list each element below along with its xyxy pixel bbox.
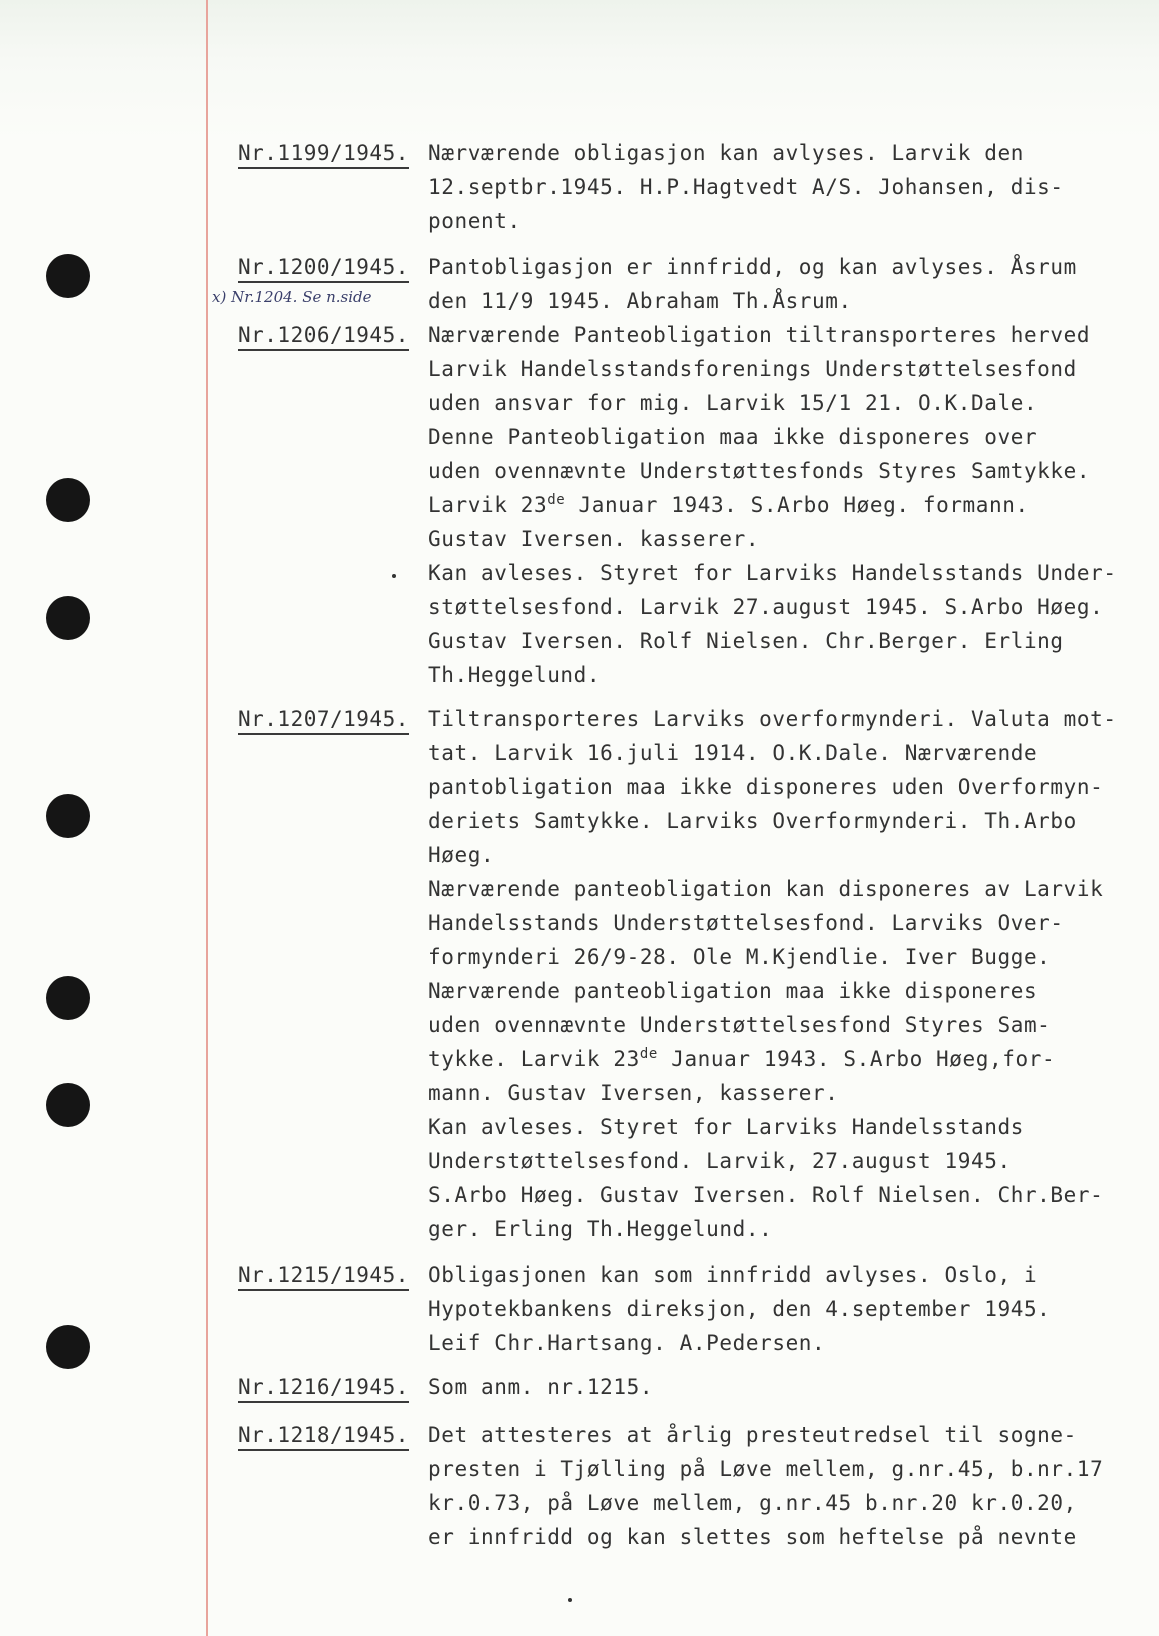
entry-number: Nr.1218/1945.: [238, 1418, 409, 1452]
ink-speck: [568, 1598, 572, 1602]
entry-line: Larvik 23de Januar 1943. S.Arbo Høeg. formann.: [428, 492, 1029, 517]
entry-line: deriets Samtykke. Larviks Overformynderi. Th.Arbo: [428, 809, 1077, 833]
entry-line: Det attesteres at årlig presteutredsel til sogne-: [428, 1423, 1077, 1447]
superscript: de: [639, 1046, 658, 1062]
entry-text: [428, 1418, 1103, 1554]
entry-line: støttelsesfond. Larvik 27.august 1945. S.Arbo Høeg.: [428, 595, 1104, 619]
entry-line: den 11/9 1945. Abraham Th.Åsrum.: [428, 289, 852, 313]
entry-text: [428, 702, 1117, 1246]
entry-line: S.Arbo Høeg. Gustav Iversen. Rolf Nielsen. Chr.Ber-: [428, 1183, 1104, 1207]
entry-line: Som anm. nr.1215.: [428, 1375, 654, 1399]
entry-line: Larvik Handelsstandsforenings Understøttelsesfond: [428, 357, 1077, 381]
ink-speck: [392, 574, 396, 578]
entry-line: formynderi 26/9-28. Ole M.Kjendlie. Iver Bugge.: [428, 945, 1051, 969]
entry-line: Kan avleses. Styret for Larviks Handelsstands Under-: [428, 561, 1117, 585]
entry-text: [428, 318, 1117, 692]
entry-line: Nærværende obligasjon kan avlyses. Larvik den: [428, 141, 1024, 165]
entry-line: er innfridd og kan slettes som heftelse på nevnte: [428, 1525, 1077, 1549]
entry-text: [428, 1370, 653, 1404]
margin-note: x) Nr.1204. Se n.side: [212, 288, 372, 306]
punch-hole: [46, 478, 90, 522]
entry-line: Kan avleses. Styret for Larviks Handelsstands: [428, 1115, 1024, 1139]
entry-line: uden ovennævnte Understøttelsesfond Styres Sam-: [428, 1013, 1051, 1037]
entry-line: tat. Larvik 16.juli 1914. O.K.Dale. Nærværende: [428, 741, 1038, 765]
entry-line: Hypotekbankens direksjon, den 4.september 1945.: [428, 1297, 1051, 1321]
entry-line: Gustav Iversen. Rolf Nielsen. Chr.Berger. Erling: [428, 629, 1064, 653]
entry-number: Nr.1216/1945.: [238, 1370, 409, 1404]
entry-number: Nr.1200/1945.: [238, 250, 409, 284]
entry-line: Handelsstands Understøttelsesfond. Larviks Over-: [428, 911, 1064, 935]
entry-line: Leif Chr.Hartsang. A.Pedersen.: [428, 1331, 826, 1355]
entry-line: ponent.: [428, 209, 521, 233]
punch-hole: [46, 254, 90, 298]
punch-hole: [46, 976, 90, 1020]
entry-text: [428, 136, 1064, 238]
entry-line: ger. Erling Th.Heggelund..: [428, 1217, 773, 1241]
entry-line: Nærværende Panteobligation tiltransporteres herved: [428, 323, 1091, 347]
entry-line: tykke. Larvik 23de Januar 1943. S.Arbo Høeg,for-: [428, 1046, 1056, 1071]
entry-line: presten i Tjølling på Løve mellem, g.nr.45, b.nr.17: [428, 1457, 1104, 1481]
entry-text: [428, 250, 1077, 318]
punch-hole: [46, 1083, 90, 1127]
entry-line: 12.septbr.1945. H.P.Hagtvedt A/S. Johansen, dis-: [428, 175, 1064, 199]
entry-line: uden ovennævnte Understøttesfonds Styres Samtykke.: [428, 459, 1091, 483]
entry-number: Nr.1206/1945.: [238, 318, 409, 352]
entry-line: mann. Gustav Iversen, kasserer.: [428, 1081, 839, 1105]
entry-line: Gustav Iversen. kasserer.: [428, 527, 760, 551]
entry-line: Høeg.: [428, 843, 495, 867]
entry-line: Th.Heggelund.: [428, 663, 601, 687]
entry-text: [428, 1258, 1050, 1360]
entry-line: Pantobligasjon er innfridd, og kan avlyses. Åsrum: [428, 255, 1077, 279]
superscript: de: [547, 492, 566, 508]
entry-number: Nr.1199/1945.: [238, 136, 409, 170]
entry-line: uden ansvar for mig. Larvik 15/1 21. O.K.Dale.: [428, 391, 1038, 415]
entry-line: pantobligation maa ikke disponeres uden Overformyn-: [428, 775, 1104, 799]
punch-hole: [46, 1325, 90, 1369]
margin-rule: [206, 0, 208, 1636]
entry-number: Nr.1215/1945.: [238, 1258, 409, 1292]
punch-hole: [46, 794, 90, 838]
entry-line: Denne Panteobligation maa ikke disponeres over: [428, 425, 1038, 449]
entry-line: Nærværende panteobligation maa ikke disponeres: [428, 979, 1038, 1003]
entry-line: Nærværende panteobligation kan disponeres av Larvik: [428, 877, 1104, 901]
entry-line: Tiltransporteres Larviks overformynderi. Valuta mot-: [428, 707, 1117, 731]
entry-line: kr.0.73, på Løve mellem, g.nr.45 b.nr.20 kr.0.20,: [428, 1491, 1077, 1515]
entry-line: Obligasjonen kan som innfridd avlyses. Oslo, i: [428, 1263, 1038, 1287]
entry-line: Understøttelsesfond. Larvik, 27.august 1945.: [428, 1149, 1011, 1173]
punch-hole: [46, 596, 90, 640]
entry-number: Nr.1207/1945.: [238, 702, 409, 736]
